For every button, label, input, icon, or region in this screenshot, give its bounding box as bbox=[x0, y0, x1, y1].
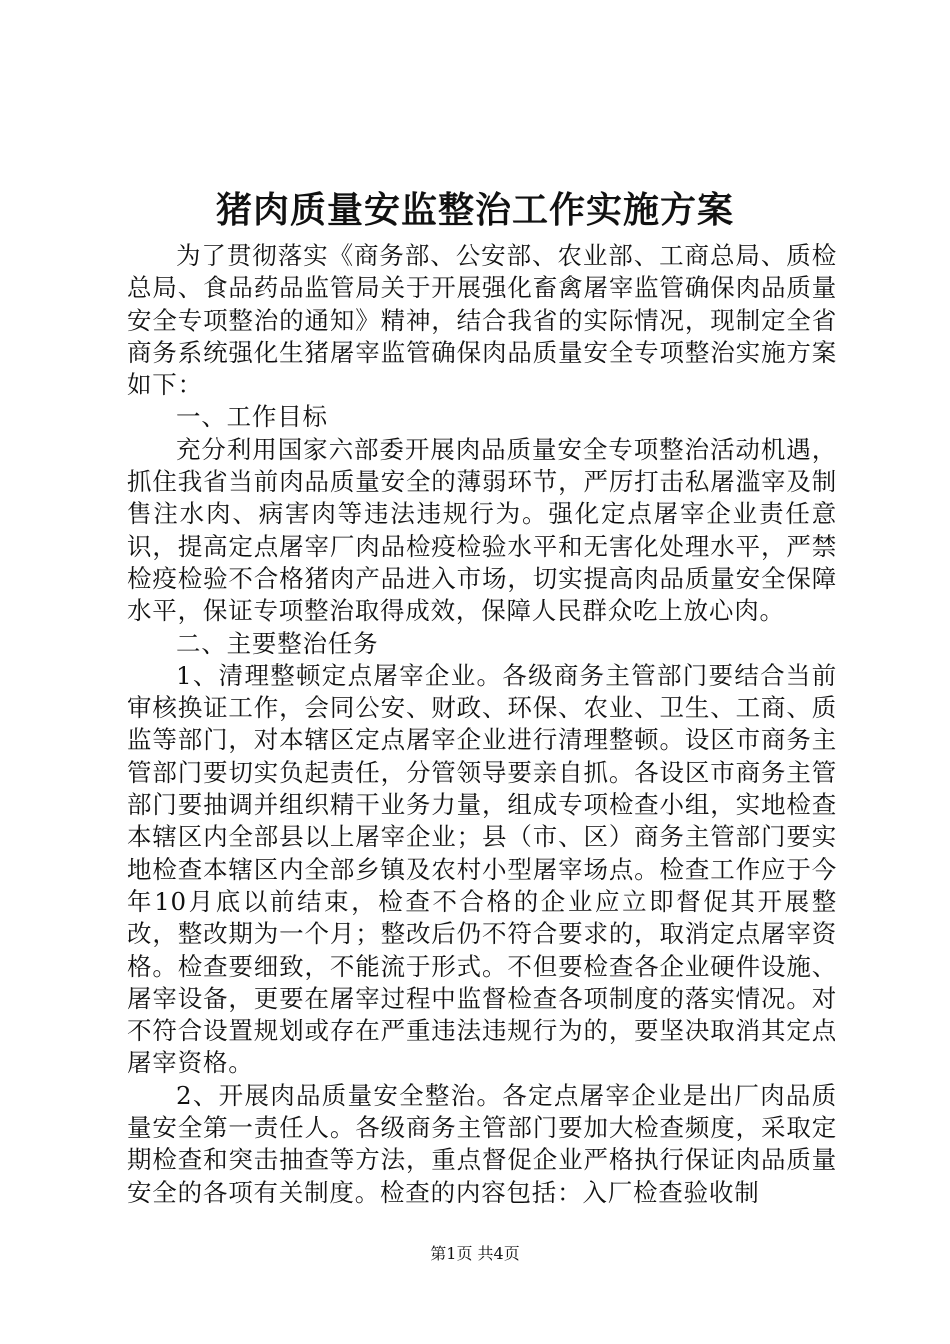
page-footer: 第1页 共4页 bbox=[430, 1244, 520, 1263]
document-title: 猪肉质量安监整治工作实施方案 bbox=[215, 189, 734, 231]
section-heading-tasks: 二、主要整治任务 bbox=[176, 628, 379, 658]
task-2-paragraph: 2、开展肉品质量安全整治。各定点屠宰企业是出厂肉品质量安全第一责任人。各级商务主管部门要加大检查频度，采取定期检查和突击抽查等方法，重点督促企业严格执行保证肉品质量安全的各项有关制度。检查的内容包括：入厂检查验收制 bbox=[127, 1080, 837, 1207]
section-heading-goals: 一、工作目标 bbox=[176, 402, 328, 432]
document-body bbox=[127, 240, 837, 1209]
task-1-paragraph: 1、清理整顿定点屠宰企业。各级商务主管部门要结合当前审核换证工作，会同公安、财政、环保、农业、卫生、工商、质监等部门，对本辖区定点屠宰企业进行清理整顿。设区市商务主管部门要切实负起责任，分管领导要亲自抓。各设区市商务主管部门要抽调并组织精干业务力量，组成专项检查小组，实地检查本辖区内全部县以上屠宰企业；县（市、区）商务主管部门要实地检查本辖区内全部乡镇及农村小型屠宰场点。检查工作应于今年10月底以前结束，检查不合格的企业应立即督促其开展整改，整改期为一个月；整改后仍不符合要求的，取消定点屠宰资格。检查要细致，不能流于形式。不但要检查各企业硬件设施、屠宰设备，更要在屠宰过程中监督检查各项制度的落实情况。对不符合设置规划或存在严重违法违规行为的，要坚决取消其定点屠宰资格。 bbox=[127, 660, 837, 1078]
goals-paragraph: 充分利用国家六部委开展肉品质量安全专项整治活动机遇，抓住我省当前肉品质量安全的薄弱环节，严厉打击私屠滥宰及制售注水肉、病害肉等违法违规行为。强化定点屠宰企业责任意识，提高定点屠宰厂肉品检疫检验水平和无害化处理水平，严禁检疫检验不合格猪肉产品进入市场，切实提高肉品质量安全保障水平，保证专项整治取得成效，保障人民群众吃上放心肉。 bbox=[127, 434, 837, 626]
intro-paragraph: 为了贯彻落实《商务部、公安部、农业部、工商总局、质检总局、食品药品监管局关于开展强化畜禽屠宰监管确保肉品质量安全专项整治的通知》精神，结合我省的实际情况，现制定全省商务系统强化生猪屠宰监管确保肉品质量安全专项整治实施方案如下： bbox=[127, 241, 837, 400]
